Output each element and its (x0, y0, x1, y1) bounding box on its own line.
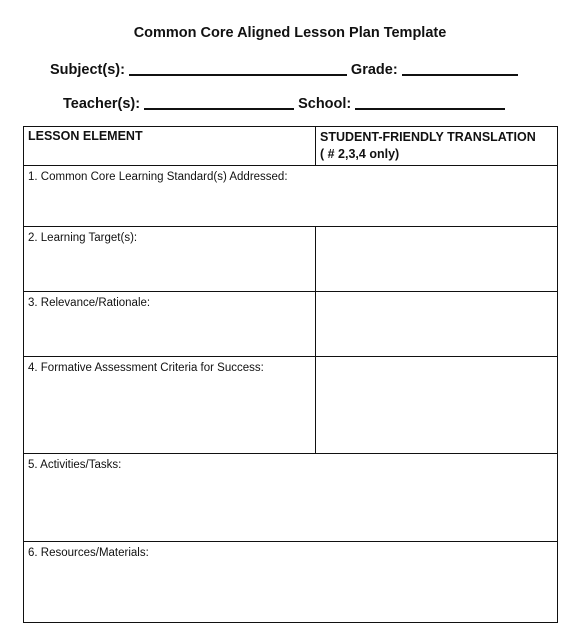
relevance-cell[interactable] (24, 292, 316, 357)
learning-target-label: 2. Learning Target(s): (28, 232, 138, 244)
table-row (24, 292, 558, 357)
activities-cell[interactable] (24, 454, 558, 542)
subject-grade-row (50, 60, 522, 78)
learning-target-translation-cell[interactable] (316, 227, 558, 292)
standards-label: 1. Common Core Learning Standard(s) Addressed: (28, 171, 288, 183)
document-title: Common Core Aligned Lesson Plan Template (133, 25, 447, 41)
activities-label: 5. Activities/Tasks: (28, 459, 122, 471)
table-row (24, 166, 558, 227)
school-field[interactable] (355, 94, 505, 110)
lesson-element-header: LESSON ELEMENT (24, 127, 316, 166)
translation-header (316, 127, 558, 166)
learning-target-cell[interactable] (24, 227, 316, 292)
table-header-row (24, 127, 558, 166)
relevance-label: 3. Relevance/Rationale: (28, 297, 151, 309)
teacher-label: Teacher(s): (63, 96, 141, 112)
lesson-plan-table (23, 126, 558, 623)
relevance-translation-cell[interactable] (316, 292, 558, 357)
table-row (24, 454, 558, 542)
translation-header-line2: ( # 2,3,4 only) (320, 147, 400, 161)
standards-cell[interactable] (24, 166, 558, 227)
grade-field[interactable] (402, 60, 518, 76)
assessment-translation-cell[interactable] (316, 357, 558, 454)
grade-label: Grade: (350, 62, 398, 78)
subject-field[interactable] (129, 60, 347, 76)
assessment-label: 4. Formative Assessment Criteria for Success: (28, 362, 264, 374)
teacher-field[interactable] (144, 94, 294, 110)
school-label: School: (298, 96, 352, 112)
resources-label: 6. Resources/Materials: (28, 547, 149, 559)
teacher-school-row (63, 94, 509, 112)
subject-label: Subject(s): (50, 62, 125, 78)
resources-cell[interactable] (24, 542, 558, 623)
assessment-cell[interactable] (24, 357, 316, 454)
translation-header-line1: STUDENT-FRIENDLY TRANSLATION (320, 130, 536, 144)
table-row (24, 227, 558, 292)
table-row (24, 357, 558, 454)
table-row (24, 542, 558, 623)
